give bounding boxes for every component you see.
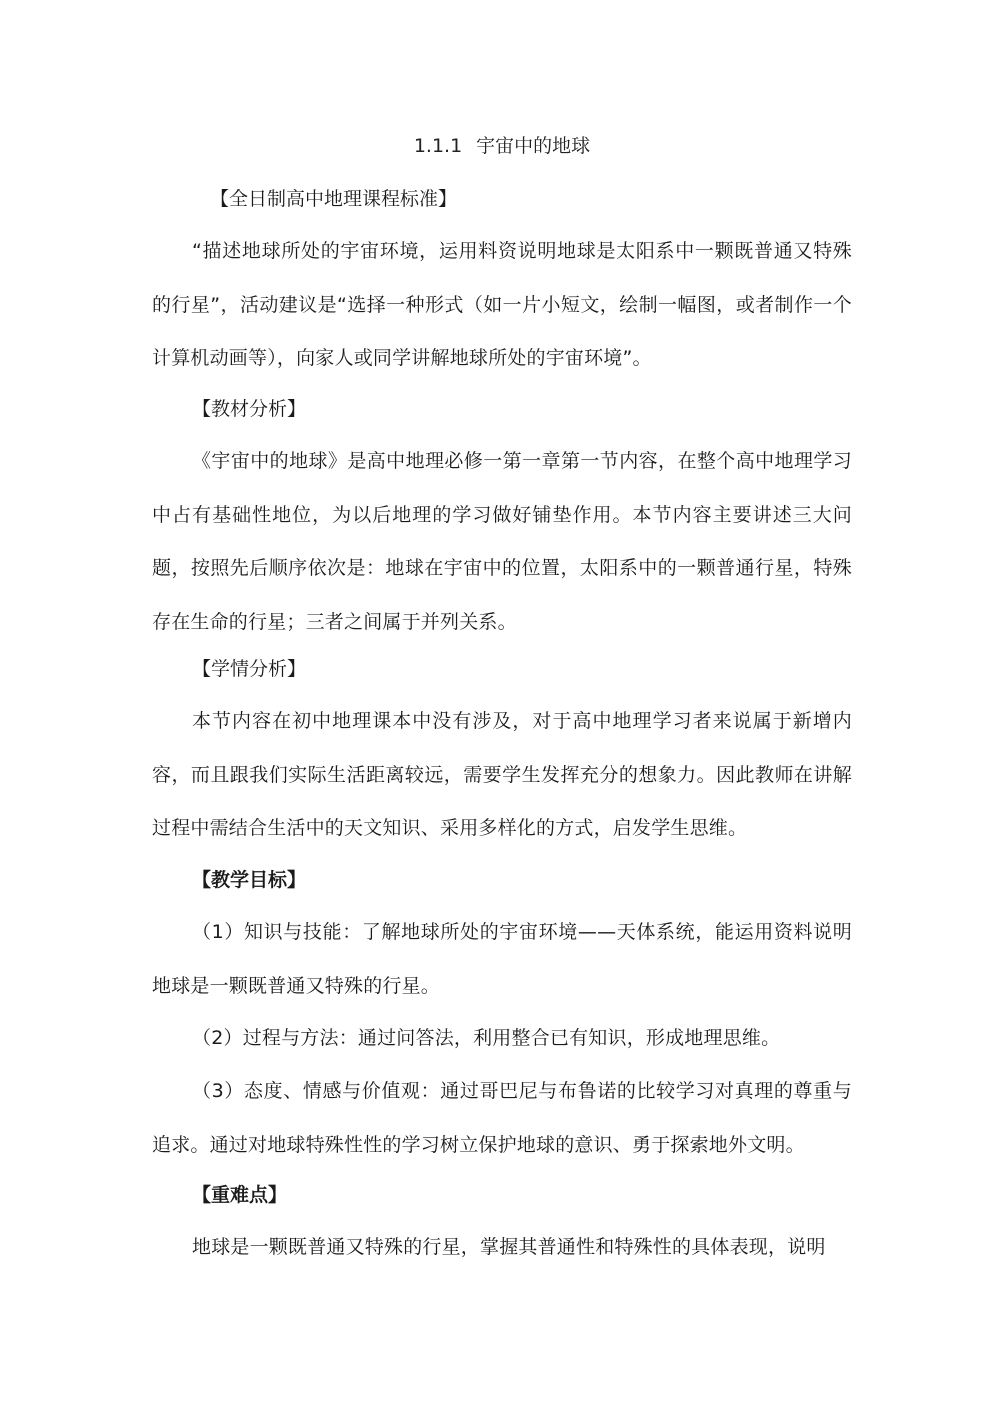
- section-heading-textbook-analysis: 【教材分析】: [192, 398, 307, 420]
- paragraph-student-analysis: 本节内容在初中地理课本中没有涉及，对于高中地理学习者来说属于新增内容，而且跟我们实际生活距离较远，需要学生发挥充分的想象力。因此教师在讲解过程中需结合生活中的天文知识、采用多样化的方式，启发学生思维。: [152, 710, 852, 839]
- section-heading-student-analysis: 【学情分析】: [192, 658, 307, 680]
- paragraph-key-difficulties: 地球是一颗既普通又特殊的行星，掌握其普通性和特殊性的具体表现，说明: [192, 1236, 826, 1258]
- paragraph-textbook-analysis: 《宇宙中的地球》是高中地理必修一第一章第一节内容，在整个高中地理学习中占有基础性地位，为以后地理的学习做好铺垫作用。本节内容主要讲述三大问题，按照先后顺序依次是：地球在宇宙中的位置，太阳系中的一颗普通行星，特殊存在生命的行星；三者之间属于并列关系。: [152, 450, 852, 633]
- objective-knowledge-skills: （1）知识与技能：了解地球所处的宇宙环境——天体系统，能运用资料说明地球是一颗既普通又特殊的行星。: [152, 921, 852, 997]
- title-number: 1.1.1: [413, 135, 463, 157]
- section-heading-curriculum-standard: 【全日制高中地理课程标准】: [210, 188, 458, 210]
- section-heading-teaching-objectives: 【教学目标】: [192, 869, 307, 891]
- section-heading-key-difficulties: 【重难点】: [192, 1184, 288, 1206]
- objective-attitude-values: （3）态度、情感与价值观：通过哥巴尼与布鲁诺的比较学习对真理的尊重与追求。通过对地球特殊性性的学习树立保护地球的意识、勇于探索地外文明。: [152, 1080, 852, 1156]
- document-title: [152, 132, 852, 160]
- paragraph-curriculum-standard: “描述地球所处的宇宙环境，运用料资说明地球是太阳系中一颗既普通又特殊的行星”，活动建议是“选择一种形式（如一片小短文，绘制一幅图，或者制作一个计算机动画等），向家人或同学讲解地球所处的宇宙环境”。: [152, 240, 852, 369]
- title-text: 宇宙中的地球: [476, 135, 591, 157]
- objective-process-method: （2）过程与方法：通过问答法，利用整合已有知识，形成地理思维。: [192, 1027, 781, 1049]
